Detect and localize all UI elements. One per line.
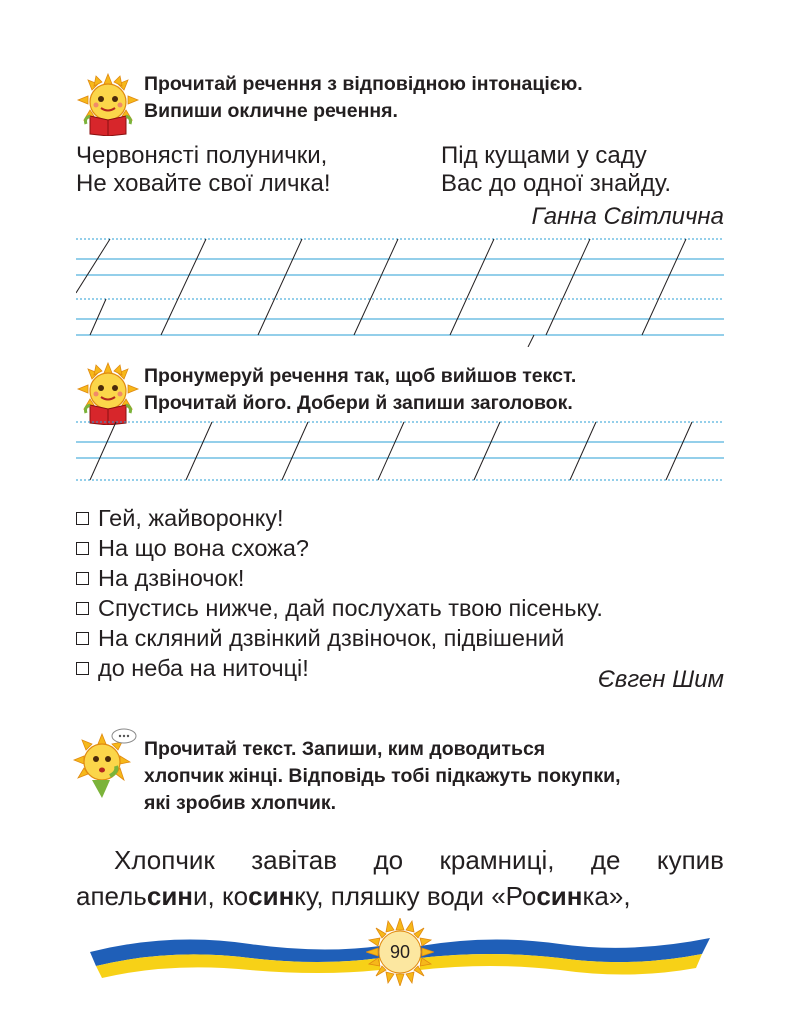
number-box[interactable] (76, 572, 89, 585)
page-number: 90 (389, 942, 411, 962)
task2-line1: Пронумеруй речення так, щоб вийшов текст. (144, 365, 577, 387)
task3-line1: Прочитай текст. Запиши, ким доводиться (144, 738, 546, 760)
task1-icon (76, 72, 140, 136)
writing-lines-1[interactable] (76, 235, 724, 347)
list-item (76, 653, 603, 683)
sunflower-thinking-icon (72, 728, 138, 798)
task3-line2: хлопчик жінці. Відповідь тобі підкажуть покупки, (144, 765, 621, 787)
sentence-text: до неба на ниточці! (98, 655, 309, 681)
poem-line: Вас до одної знайду. (441, 170, 672, 197)
poem-line: Не ховайте свої личка! (76, 170, 331, 197)
number-box[interactable] (76, 632, 89, 645)
prose-part: ка», (582, 881, 631, 911)
sunflower-reading-icon (76, 361, 140, 425)
poem-right-column (441, 142, 671, 198)
poem-line: Під кущами у саду (441, 142, 647, 169)
page-number-badge (366, 918, 434, 986)
sentence-text: Гей, жайворонку! (98, 505, 284, 531)
sunflower-reading-icon (76, 72, 140, 136)
task3-instruction (144, 736, 724, 817)
poem-line: Червонясті полунички, (76, 142, 328, 169)
prose-part: апель (76, 881, 147, 911)
prose-bold-syllable: син (248, 881, 295, 911)
list-item (76, 593, 603, 623)
task2-instruction (144, 363, 724, 417)
poem-author: Ганна Світлична (531, 203, 724, 230)
sentence-text: Спустись нижче, дай послухать твою пісеньку. (98, 595, 603, 621)
number-box[interactable] (76, 602, 89, 615)
task1-line2: Випиши окличне речення. (144, 100, 398, 122)
sentence-text: На дзвіночок! (98, 565, 245, 591)
number-box[interactable] (76, 512, 89, 525)
number-box[interactable] (76, 542, 89, 555)
prose-bold-syllable: син (536, 881, 583, 911)
task1-line1: Прочитай речення з відповідною інтонацією. (144, 73, 583, 95)
writing-lines-2[interactable] (76, 420, 724, 486)
prose-line-1: Хлопчик завітав до крамниці, де купив (114, 845, 724, 875)
prose-line-2 (76, 880, 631, 913)
task3-icon (72, 728, 138, 798)
sentences-author: Євген Шим (597, 666, 724, 693)
task2-icon (76, 361, 140, 425)
sentence-list (76, 503, 603, 683)
task1-instruction (144, 71, 724, 125)
task3-line3: які зробив хлопчик. (144, 792, 337, 814)
list-item (76, 503, 603, 533)
prose-part: и, ко (193, 881, 249, 911)
prose-bold-syllable: син (146, 881, 194, 911)
list-item (76, 563, 603, 593)
poem-left-column (76, 142, 331, 198)
prose-part: ку, пляшку води «Ро (294, 881, 537, 911)
task2-line2: Прочитай його. Добери й запиши заголовок. (144, 392, 573, 414)
list-item (76, 533, 603, 563)
sentence-text: На скляний дзвінкий дзвіночок, підвішений (98, 625, 565, 651)
list-item (76, 623, 603, 653)
number-box[interactable] (76, 662, 89, 675)
sentence-text: На що вона схожа? (98, 535, 310, 561)
